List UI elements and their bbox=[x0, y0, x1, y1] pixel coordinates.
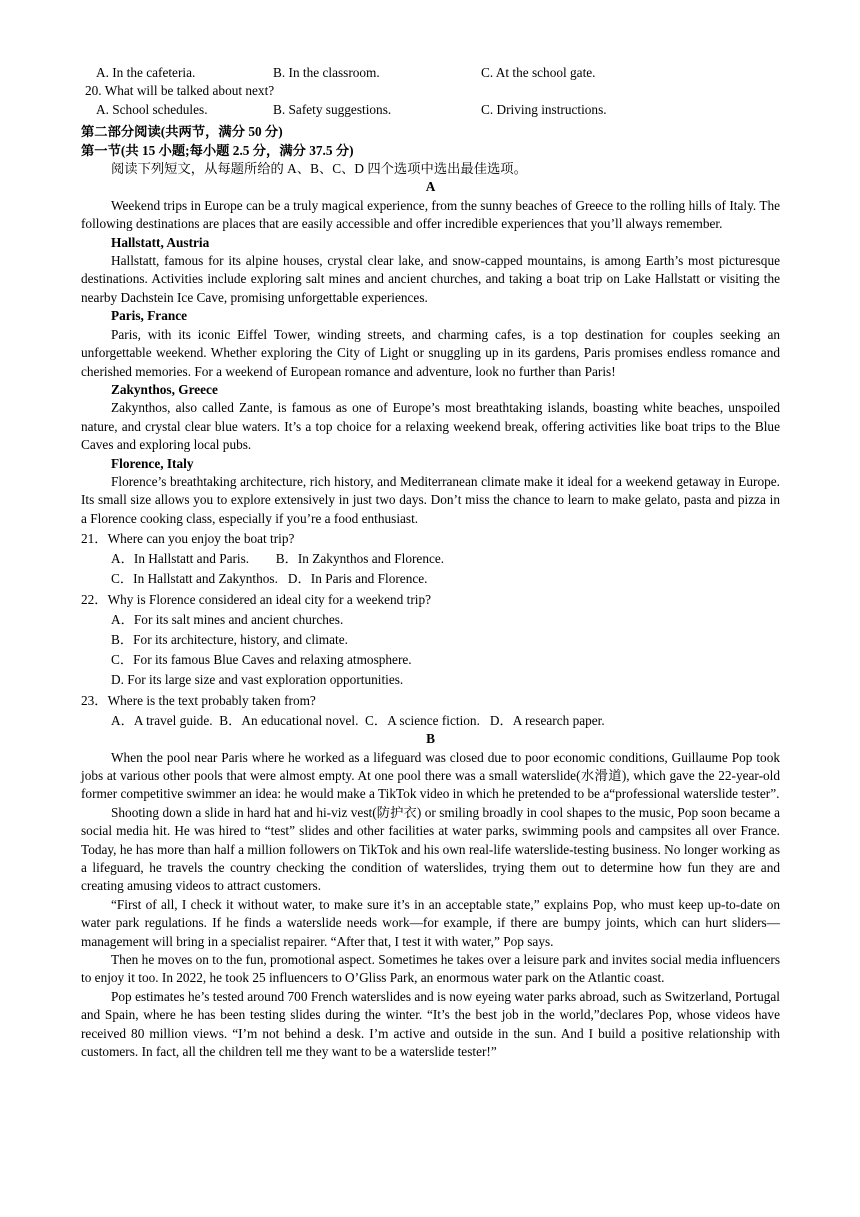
passage-b-label: B bbox=[426, 731, 435, 747]
place-heading: Florence, Italy bbox=[111, 455, 194, 471]
option-b: B. In the classroom. bbox=[273, 65, 380, 80]
q22-option-a: A．For its salt mines and ancient churches. bbox=[111, 611, 344, 627]
q23-options: A．A travel guide. B．An educational novel. C．A science fiction. D．A research paper. bbox=[111, 712, 605, 728]
section1-title: 第一节(共 15 小题;每小题 2.5 分，满分 37.5 分) bbox=[81, 142, 354, 158]
q22-option-b: B．For its architecture, history, and climate. bbox=[111, 631, 348, 647]
option-b: B. Safety suggestions. bbox=[273, 101, 392, 117]
q23-stem: 23．Where is the text probably taken from? bbox=[81, 692, 316, 708]
q19-options bbox=[81, 64, 780, 82]
option-c: C. Driving instructions. bbox=[481, 101, 607, 117]
q21-options-line2: C．In Hallstatt and Zakynthos. D．In Paris and Florence. bbox=[111, 571, 428, 587]
q21-stem: 21．Where can you enjoy the boat trip? bbox=[81, 530, 295, 546]
q20-stem: 20. What will be talked about next? bbox=[85, 83, 275, 99]
place-heading: Zakynthos, Greece bbox=[111, 381, 218, 397]
exam-page bbox=[81, 64, 780, 1062]
passage-b-paragraph: Shooting down a slide in hard hat and hi-viz vest(防护衣) or smiling broadly in cool shapes to the music, Pop soon became a social media hit. He was hired to “test” slides and other facilities at water parks, swimming pools and campsites all over France. Today, he has more than half a million followers on TikTok and his own real-life waterslide-testing business. No longer working as a lifeguard, he travels the country checking the condition of waterslides, trying them out to determine how fun they are and creating amusing videos to attract customers. bbox=[81, 804, 780, 894]
passage-a-label: A bbox=[425, 179, 436, 195]
q22-option-d: D. For its large size and vast exploration opportunities. bbox=[111, 672, 404, 688]
passage-b-paragraph: Pop estimates he’s tested around 700 French waterslides and is now eyeing water parks abroad, such as Switzerland, Portugal and Spain, where he has been testing slides during the winter. “It’s the best job in the world,”declares Pop, whose videos have received 80 million views. “I’m not behind a desk. I’m active and outside in the sun. And I build a positive relationship with customers. In fact, all the children tell me they want to be a waterslide tester!” bbox=[81, 988, 780, 1060]
passage-b-paragraph: When the pool near Paris where he worked as a lifeguard was closed due to poor economic conditions, Guillaume Pop took jobs at various other pools that were almost empty. At one pool there was a small waterslide(水滑道), which gave the 22-year-old former competitive swimmer an idea: he would make a TikTok video in which he pretended to be a“professional waterslide tester”. bbox=[81, 749, 780, 802]
instructions: 阅读下列短文，从每题所给的 A、B、C、D 四个选项中选出最佳选项。 bbox=[111, 161, 527, 177]
passage-b-paragraph: Then he moves on to the fun, promotional aspect. Sometimes he takes over a leisure park and invites social media influencers to enjoy it too. In 2022, he took 25 influencers to O’Gliss Park, an enormous water park on the Atlantic coast. bbox=[81, 952, 780, 986]
place-paragraph: Florence’s breathtaking architecture, rich history, and Mediterranean climate make it ideal for a weekend getaway in Europe. Its small size allows you to explore extensively in just two days. Don’t miss the chance to learn to make gelato, pasta and pizza in a Florence cooking class, especially if you’re a food enthusiast. bbox=[81, 473, 780, 526]
option-c: C. At the school gate. bbox=[481, 65, 596, 80]
place-heading: Paris, France bbox=[111, 308, 188, 324]
place-paragraph: Paris, with its iconic Eiffel Tower, winding streets, and charming cafes, is a top destination for couples seeking an unforgettable weekend. Whether exploring the City of Light or snuggling up in its gardens, Paris promises endless romance and cherished memories. For a weekend of European romance and adventure, look no further than Paris! bbox=[81, 326, 780, 379]
passage-a-intro: Weekend trips in Europe can be a truly magical experience, from the sunny beaches of Greece to the rolling hills of Italy. The following destinations are places that are easily accessible and offer incredible experiences that you’ll always remember. bbox=[81, 197, 780, 232]
q22-stem: 22．Why is Florence considered an ideal city for a weekend trip? bbox=[81, 591, 432, 607]
part2-title: 第二部分阅读(共两节，满分 50 分) bbox=[81, 124, 283, 140]
place-paragraph: Zakynthos, also called Zante, is famous as one of Europe’s most breathtaking islands, boasting white beaches, unspoiled nature, and crystal clear blue waters. It’s a top choice for a relaxing weekend break, offering activities like boat trips to the Blue Caves and exploring local pubs. bbox=[81, 400, 780, 453]
option-a: A. School schedules. bbox=[96, 101, 208, 117]
option-a: A. In the cafeteria. bbox=[96, 65, 196, 80]
q22-option-c: C．For its famous Blue Caves and relaxing atmosphere. bbox=[111, 652, 412, 668]
place-heading: Hallstatt, Austria bbox=[111, 234, 210, 250]
passage-b-paragraph: “First of all, I check it without water, to make sure it’s in an acceptable state,” explains Pop, who must keep up-to-date on water park regulations. If he finds a waterslide needs work—for example, if there are bumpy joints, which can hurt sliders—management will bring in a specialist repairer. “After that, I test it with water,” Pop says. bbox=[81, 896, 780, 949]
place-paragraph: Hallstatt, famous for its alpine houses, crystal clear lake, and snow-capped mountains, is among Earth’s most picturesque destinations. Activities include exploring salt mines and ancient churches, and taking a boat trip on Lake Hallstatt or visiting the nearby Dachstein Ice Cave, promising unforgettable experiences. bbox=[81, 253, 780, 305]
q21-options-line1: A．In Hallstatt and Paris. B．In Zakynthos and Florence. bbox=[111, 551, 445, 567]
q20-options bbox=[81, 101, 780, 119]
